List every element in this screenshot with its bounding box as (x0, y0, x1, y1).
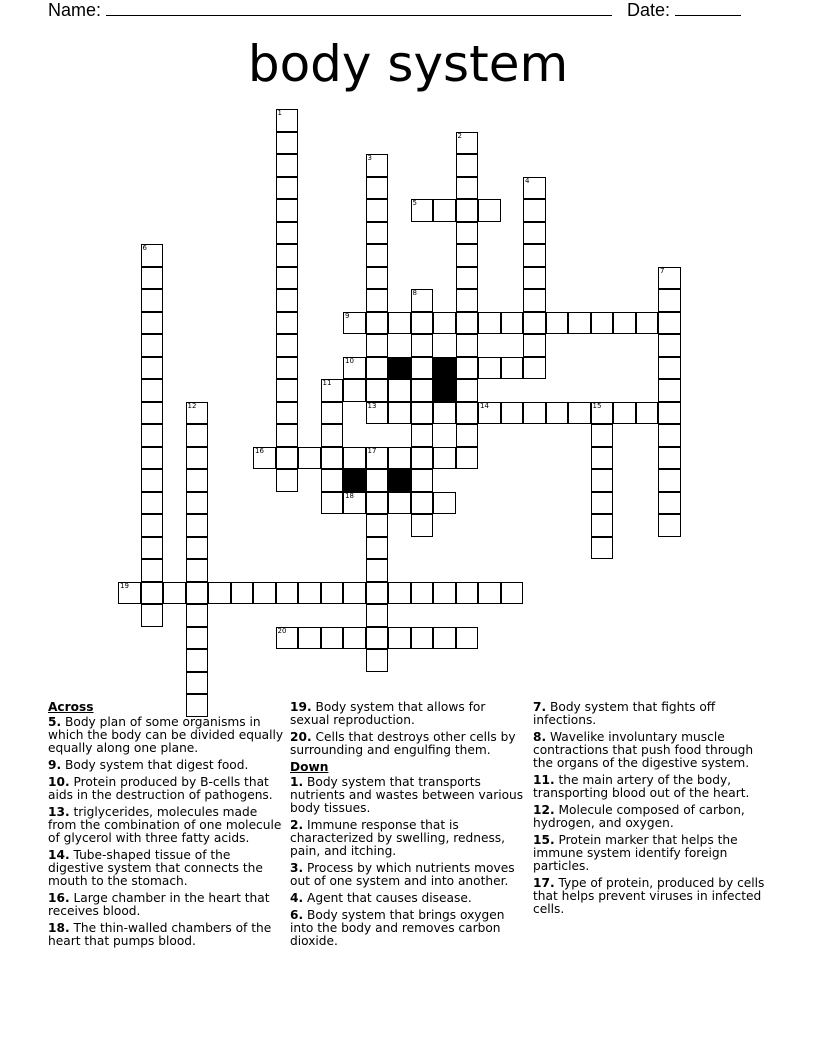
grid-cell[interactable] (321, 447, 344, 470)
grid-cell[interactable] (658, 357, 681, 380)
grid-cell[interactable] (388, 627, 411, 650)
grid-cell[interactable] (366, 447, 389, 470)
grid-cell[interactable] (658, 289, 681, 312)
clue-down-2: 2. Immune response that is characterized by swelling, redness, pain, and itching. (290, 818, 506, 858)
clue-across-13: 13. triglycerides, molecules made from the combination of one molecule of glycerol with three fatty acids. (48, 805, 282, 845)
grid-cell[interactable] (343, 357, 366, 380)
grid-cell[interactable] (186, 604, 209, 627)
grid-cell[interactable] (321, 582, 344, 605)
grid-cell[interactable] (523, 357, 546, 380)
grid-cell[interactable] (276, 267, 299, 290)
clues-column-2 (290, 701, 526, 952)
grid-cell[interactable] (186, 514, 209, 537)
clue-across-9: 9. Body system that digest food. (48, 758, 249, 772)
grid-cell[interactable] (591, 312, 614, 335)
clue-down-17: 17. Type of protein, produced by cells that helps prevent viruses in infected cells. (533, 876, 765, 916)
grid-cell[interactable] (141, 582, 164, 605)
grid-cell[interactable] (478, 402, 501, 425)
cell-number: 6 (142, 244, 147, 252)
grid-cell[interactable] (411, 447, 434, 470)
clues-column-1 (48, 701, 284, 952)
grid-cell[interactable] (388, 312, 411, 335)
grid-cell[interactable] (276, 177, 299, 200)
grid-cell[interactable] (411, 627, 434, 650)
grid-cell[interactable] (343, 582, 366, 605)
grid-cell[interactable] (501, 312, 524, 335)
grid-cell[interactable] (186, 492, 209, 515)
grid-cell[interactable] (366, 312, 389, 335)
clue-down-6: 6. Body system that brings oxygen into the body and removes carbon dioxide. (290, 908, 505, 948)
grid-cell[interactable] (658, 402, 681, 425)
grid-cell[interactable] (276, 334, 299, 357)
grid-cell[interactable] (456, 244, 479, 267)
grid-cell[interactable] (456, 222, 479, 245)
grid-cell[interactable] (613, 402, 636, 425)
grid-cell[interactable] (366, 649, 389, 672)
clue-down-15: 15. Protein marker that helps the immune system identify foreign particles. (533, 833, 738, 873)
grid-cell[interactable] (366, 469, 389, 492)
grid-cell[interactable] (591, 447, 614, 470)
grid-cell[interactable] (186, 424, 209, 447)
grid-cell[interactable] (343, 379, 366, 402)
grid-cell[interactable] (433, 627, 456, 650)
grid-cell[interactable] (591, 402, 614, 425)
grid-cell[interactable] (658, 424, 681, 447)
cell-number: 9 (345, 311, 350, 320)
grid-cell[interactable] (433, 402, 456, 425)
grid-cell[interactable] (456, 154, 479, 177)
grid-cell[interactable] (411, 379, 434, 402)
grid-cell[interactable] (366, 357, 389, 380)
grid-block (388, 357, 411, 380)
clue-down-3: 3. Process by which nutrients moves out of one system and into another. (290, 861, 515, 888)
clue-across-10: 10. Protein produced by B-cells that aids in the destruction of pathogens. (48, 775, 273, 802)
grid-cell[interactable] (141, 334, 164, 357)
grid-cell[interactable] (456, 199, 479, 222)
grid-cell[interactable] (591, 492, 614, 515)
grid-cell[interactable] (411, 492, 434, 515)
grid-cell[interactable] (141, 447, 164, 470)
grid-cell[interactable] (478, 582, 501, 605)
grid-cell[interactable] (321, 424, 344, 447)
grid-cell[interactable] (456, 289, 479, 312)
grid-cell[interactable] (366, 334, 389, 357)
grid-cell[interactable] (186, 649, 209, 672)
grid-cell[interactable] (658, 312, 681, 335)
grid-cell[interactable] (276, 312, 299, 335)
grid-cell[interactable] (456, 267, 479, 290)
grid-cell[interactable] (613, 312, 636, 335)
grid-cell[interactable] (366, 289, 389, 312)
grid-cell[interactable] (366, 492, 389, 515)
grid-cell[interactable] (186, 672, 209, 695)
grid-cell[interactable] (118, 582, 141, 605)
clue-across-16: 16. Large chamber in the heart that receives blood. (48, 891, 270, 918)
grid-cell[interactable] (186, 469, 209, 492)
grid-cell[interactable] (276, 627, 299, 650)
cell-number: 20 (277, 626, 287, 635)
grid-cell[interactable] (366, 559, 389, 582)
grid-cell[interactable] (411, 199, 434, 222)
grid-cell[interactable] (276, 109, 299, 132)
grid-cell[interactable] (141, 424, 164, 447)
cell-number: 11 (322, 379, 332, 387)
grid-cell[interactable] (636, 312, 659, 335)
grid-cell[interactable] (388, 447, 411, 470)
grid-cell[interactable] (208, 582, 231, 605)
grid-cell[interactable] (276, 379, 299, 402)
grid-cell[interactable] (366, 177, 389, 200)
grid-cell[interactable] (411, 289, 434, 312)
grid-cell[interactable] (321, 469, 344, 492)
grid-cell[interactable] (186, 447, 209, 470)
grid-cell[interactable] (456, 177, 479, 200)
grid-cell[interactable] (433, 582, 456, 605)
grid-cell[interactable] (591, 424, 614, 447)
grid-cell[interactable] (186, 582, 209, 605)
grid-cell[interactable] (501, 402, 524, 425)
grid-cell[interactable] (523, 222, 546, 245)
grid-cell[interactable] (546, 312, 569, 335)
grid-cell[interactable] (276, 289, 299, 312)
grid-cell[interactable] (366, 267, 389, 290)
grid-cell[interactable] (658, 267, 681, 290)
grid-cell[interactable] (411, 514, 434, 537)
cell-number: 10 (345, 356, 354, 365)
cell-number: 1 (277, 109, 282, 117)
cell-number: 8 (412, 289, 417, 297)
grid-cell[interactable] (276, 154, 299, 177)
grid-cell[interactable] (546, 402, 569, 425)
across-heading: Across (48, 700, 94, 714)
grid-cell[interactable] (141, 289, 164, 312)
grid-cell[interactable] (388, 492, 411, 515)
clue-across-5: 5. Body plan of some organisms in which the body can be divided equally equally along one plane. (48, 715, 284, 755)
grid-cell[interactable] (141, 244, 164, 267)
grid-cell[interactable] (141, 604, 164, 627)
grid-cell[interactable] (658, 514, 681, 537)
grid-cell[interactable] (523, 334, 546, 357)
cell-number: 15 (592, 401, 602, 410)
grid-cell[interactable] (388, 582, 411, 605)
grid-cell[interactable] (456, 424, 479, 447)
clue-across-14: 14. Tube-shaped tissue of the digestive system that connects the mouth to the stomach. (48, 848, 263, 888)
grid-cell[interactable] (366, 244, 389, 267)
grid-cell[interactable] (658, 469, 681, 492)
grid-cell[interactable] (321, 379, 344, 402)
grid-cell[interactable] (456, 402, 479, 425)
grid-cell[interactable] (141, 514, 164, 537)
grid-cell[interactable] (321, 402, 344, 425)
cell-number: 17 (367, 446, 377, 455)
grid-cell[interactable] (433, 199, 456, 222)
grid-cell[interactable] (433, 492, 456, 515)
clue-across-18: 18. The thin-walled chambers of the heart that pumps blood. (48, 921, 272, 948)
grid-cell[interactable] (523, 312, 546, 335)
clue-down-7: 7. Body system that fights off infections. (533, 700, 716, 727)
cell-number: 3 (367, 154, 372, 162)
grid-cell[interactable] (366, 402, 389, 425)
grid-cell[interactable] (141, 267, 164, 290)
grid-cell[interactable] (276, 357, 299, 380)
grid-cell[interactable] (343, 492, 366, 515)
clue-down-12: 12. Molecule composed of carbon, hydrogen, and oxygen. (533, 803, 745, 830)
grid-cell[interactable] (253, 447, 276, 470)
grid-cell[interactable] (568, 402, 591, 425)
grid-cell[interactable] (276, 402, 299, 425)
grid-cell[interactable] (523, 267, 546, 290)
grid-cell[interactable] (411, 402, 434, 425)
grid-cell[interactable] (298, 627, 321, 650)
grid-cell[interactable] (141, 379, 164, 402)
grid-cell[interactable] (186, 559, 209, 582)
grid-cell[interactable] (231, 582, 254, 605)
grid-cell[interactable] (298, 582, 321, 605)
grid-cell[interactable] (366, 222, 389, 245)
grid-cell[interactable] (321, 492, 344, 515)
grid-cell[interactable] (366, 604, 389, 627)
grid-block (388, 469, 411, 492)
grid-cell[interactable] (568, 312, 591, 335)
grid-cell[interactable] (321, 627, 344, 650)
grid-cell[interactable] (141, 469, 164, 492)
clue-across-19: 19. Body system that allows for sexual reproduction. (290, 700, 486, 727)
grid-cell[interactable] (636, 402, 659, 425)
grid-cell[interactable] (366, 514, 389, 537)
grid-cell[interactable] (388, 379, 411, 402)
grid-cell[interactable] (186, 627, 209, 650)
date-label: Date: (627, 0, 671, 20)
grid-block (433, 357, 456, 380)
grid-cell[interactable] (366, 379, 389, 402)
grid-cell[interactable] (343, 447, 366, 470)
grid-cell[interactable] (478, 199, 501, 222)
grid-cell[interactable] (658, 447, 681, 470)
grid-cell[interactable] (141, 402, 164, 425)
grid-cell[interactable] (501, 357, 524, 380)
clue-down-4: 4. Agent that causes disease. (290, 891, 472, 905)
cell-number: 7 (660, 266, 665, 275)
grid-cell[interactable] (411, 469, 434, 492)
grid-cell[interactable] (298, 447, 321, 470)
grid-cell[interactable] (366, 537, 389, 560)
clue-down-11: 11. the main artery of the body, transporting blood out of the heart. (533, 773, 750, 800)
grid-cell[interactable] (456, 627, 479, 650)
name-label: Name: (48, 0, 102, 20)
grid-cell[interactable] (523, 199, 546, 222)
grid-cell[interactable] (456, 312, 479, 335)
grid-cell[interactable] (343, 312, 366, 335)
grid-cell[interactable] (456, 132, 479, 155)
clue-across-20: 20. Cells that destroys other cells by surrounding and engulfing them. (290, 730, 516, 757)
clue-down-8: 8. Wavelike involuntary muscle contractions that push food through the organs of the digestive system. (533, 730, 754, 770)
grid-cell[interactable] (411, 312, 434, 335)
grid-cell[interactable] (658, 334, 681, 357)
grid-cell[interactable] (658, 379, 681, 402)
grid-cell[interactable] (433, 312, 456, 335)
grid-cell[interactable] (343, 627, 366, 650)
cell-number: 14 (480, 401, 489, 410)
grid-cell[interactable] (456, 334, 479, 357)
cell-number: 18 (345, 491, 354, 500)
grid-cell[interactable] (186, 537, 209, 560)
grid-cell[interactable] (366, 582, 389, 605)
grid-cell[interactable] (411, 424, 434, 447)
grid-cell[interactable] (388, 402, 411, 425)
grid-cell[interactable] (501, 582, 524, 605)
grid-cell[interactable] (141, 559, 164, 582)
grid-cell[interactable] (591, 469, 614, 492)
clue-down-1: 1. Body system that transports nutrients and wastes between various body tissues. (290, 775, 524, 815)
grid-cell[interactable] (276, 199, 299, 222)
grid-cell[interactable] (186, 402, 209, 425)
cell-number: 13 (367, 401, 377, 410)
cell-number: 19 (120, 581, 129, 590)
grid-cell[interactable] (478, 357, 501, 380)
grid-cell[interactable] (411, 582, 434, 605)
grid-cell[interactable] (141, 537, 164, 560)
grid-cell[interactable] (591, 514, 614, 537)
grid-cell[interactable] (276, 132, 299, 155)
grid-cell[interactable] (276, 582, 299, 605)
grid-cell[interactable] (523, 289, 546, 312)
grid-cell[interactable] (141, 312, 164, 335)
grid-cell[interactable] (411, 357, 434, 380)
cell-number: 16 (255, 446, 264, 455)
grid-cell[interactable] (141, 357, 164, 380)
grid-block (343, 469, 366, 492)
grid-cell[interactable] (366, 154, 389, 177)
grid-cell[interactable] (163, 582, 186, 605)
grid-cell[interactable] (411, 334, 434, 357)
grid-cell[interactable] (366, 627, 389, 650)
grid-block (433, 379, 456, 402)
clues-column-3 (533, 701, 769, 920)
grid-cell[interactable] (276, 244, 299, 267)
grid-cell[interactable] (658, 492, 681, 515)
grid-cell[interactable] (276, 222, 299, 245)
cell-number: 12 (187, 401, 197, 410)
grid-cell[interactable] (276, 424, 299, 447)
grid-cell[interactable] (478, 312, 501, 335)
grid-cell[interactable] (523, 244, 546, 267)
grid-cell[interactable] (433, 447, 456, 470)
grid-cell[interactable] (141, 492, 164, 515)
grid-cell[interactable] (253, 582, 276, 605)
grid-cell[interactable] (456, 379, 479, 402)
grid-cell[interactable] (456, 447, 479, 470)
grid-cell[interactable] (276, 447, 299, 470)
cell-number: 4 (525, 176, 530, 185)
grid-cell[interactable] (456, 582, 479, 605)
grid-cell[interactable] (591, 537, 614, 560)
page-title: body system (247, 35, 569, 93)
grid-cell[interactable] (523, 402, 546, 425)
cell-number: 2 (457, 131, 462, 140)
cell-number: 5 (412, 199, 417, 207)
grid-cell[interactable] (456, 357, 479, 380)
grid-cell[interactable] (523, 177, 546, 200)
down-heading: Down (290, 760, 329, 774)
grid-cell[interactable] (276, 469, 299, 492)
grid-cell[interactable] (366, 199, 389, 222)
